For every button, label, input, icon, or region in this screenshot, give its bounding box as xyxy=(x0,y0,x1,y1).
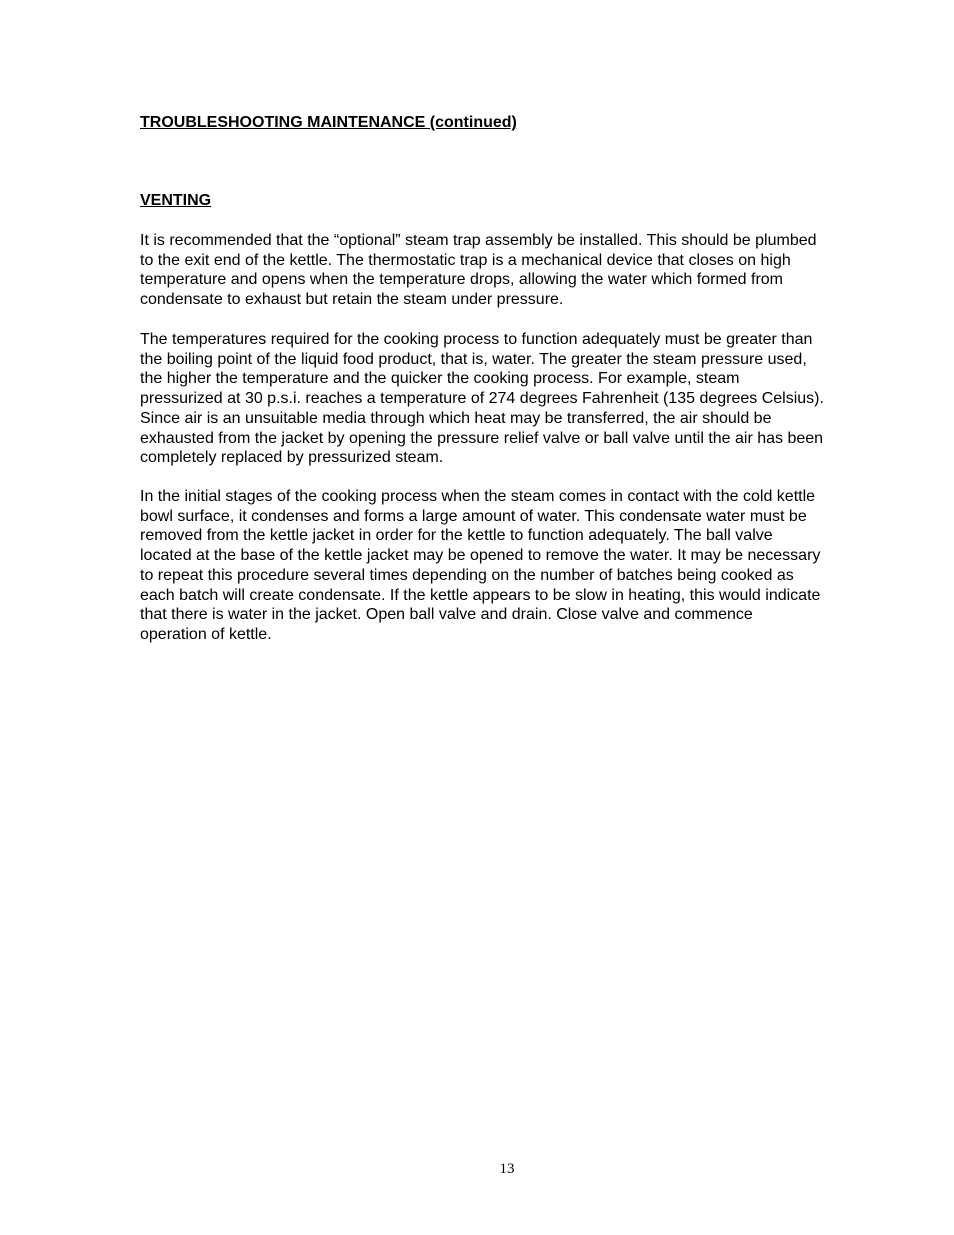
paragraph-steam-trap xyxy=(140,231,900,310)
paragraph-line: The temperatures required for the cooking process to function adequately must be greater than xyxy=(140,331,813,348)
paragraph-line: Since air is an unsuitable media through which heat may be transferred, the air should be xyxy=(140,409,772,427)
section-header: TROUBLESHOOTING MAINTENANCE (continued) xyxy=(140,114,517,131)
paragraph-line: exhausted from the jacket by opening the pressure relief valve or ball valve until the air has been xyxy=(140,429,824,447)
paragraph-line: each batch will create condensate. If the kettle appears to be slow in heating, this would indicate xyxy=(140,586,821,604)
paragraph-line: completely replaced by pressurized steam. xyxy=(140,449,444,467)
paragraph-line: In the initial stages of the cooking process when the steam comes in contact with the cold kettle xyxy=(140,488,816,505)
paragraph-line: the boiling point of the liquid food product, that is, water. The greater the steam pressure used, xyxy=(140,350,807,368)
paragraph-line: removed from the kettle jacket in order for the kettle to function adequately. The ball valve xyxy=(140,527,773,545)
venting-heading: VENTING xyxy=(140,192,212,209)
paragraph-line: bowl surface, it condenses and forms a large amount of water. This condensate water must be xyxy=(140,507,807,525)
paragraph-line: It is recommended that the “optional” steam trap assembly be installed. This should be plumbed xyxy=(140,232,817,249)
paragraph-line: to repeat this procedure several times depending on the number of batches being cooked as xyxy=(140,566,794,584)
paragraph-line: condensate to exhaust but retain the steam under pressure. xyxy=(140,291,564,309)
page-number: 13 xyxy=(499,1161,515,1177)
paragraph-line: that there is water in the jacket. Open ball valve and drain. Close valve and commence xyxy=(140,606,753,624)
paragraph-line: located at the base of the kettle jacket may be opened to remove the water. It may be necessary xyxy=(140,547,821,565)
paragraph-line: the higher the temperature and the quicker the cooking process. For example, steam xyxy=(140,370,740,388)
paragraph-condensate xyxy=(140,487,900,645)
paragraph-temperatures xyxy=(140,330,900,468)
paragraph-line: to the exit end of the kettle. The thermostatic trap is a mechanical device that closes on high xyxy=(140,251,791,269)
paragraph-line: temperature and opens when the temperature drops, allowing the water which formed from xyxy=(140,271,784,289)
paragraph-line: operation of kettle. xyxy=(140,625,272,643)
paragraph-line: pressurized at 30 p.s.i. reaches a temperature of 274 degrees Fahrenheit (135 degrees Celsius). xyxy=(140,390,824,408)
